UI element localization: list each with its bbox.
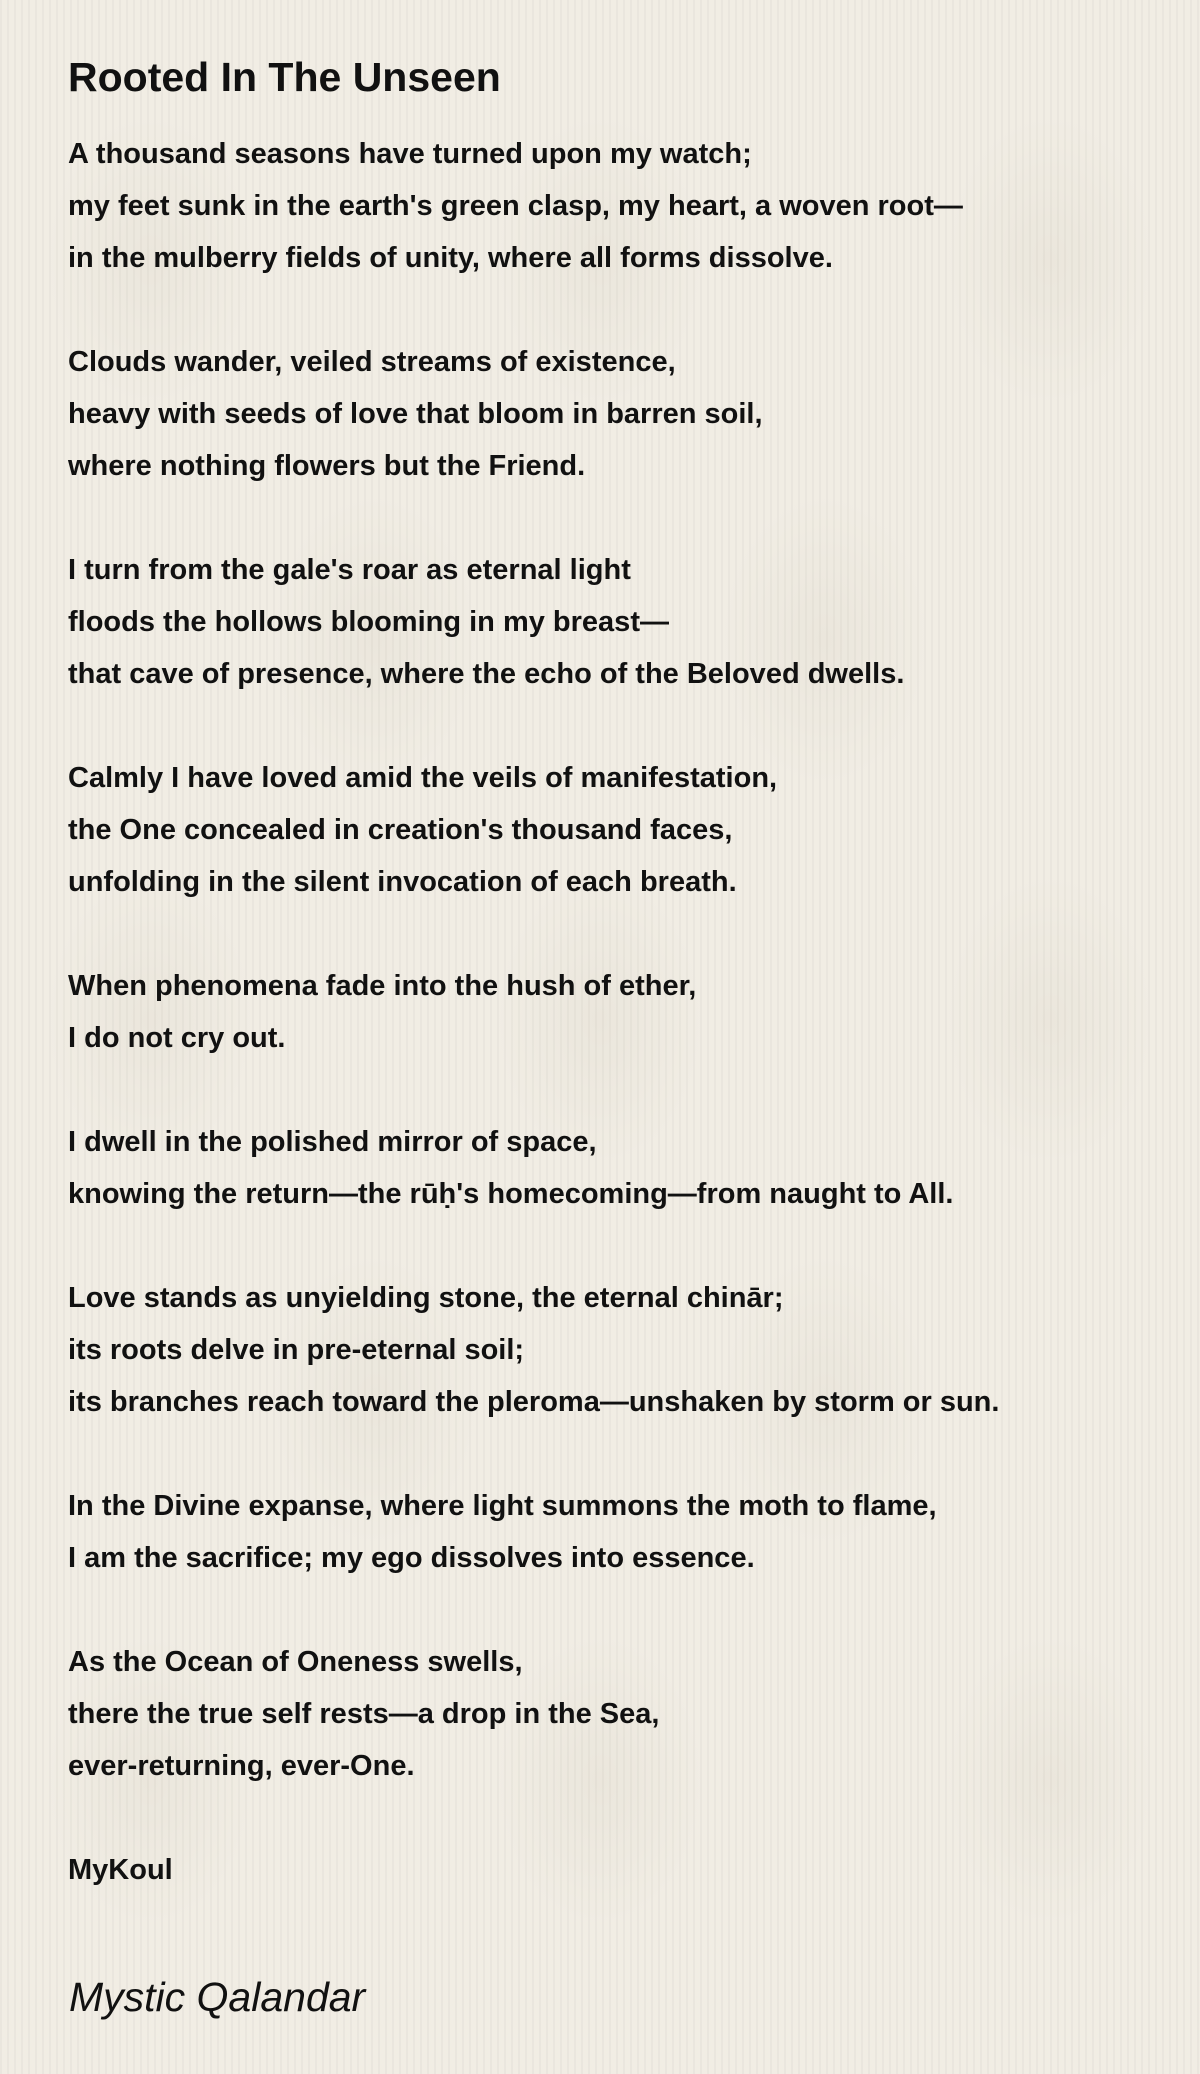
poem-line: Love stands as unyielding stone, the eternal chinār;: [68, 1282, 784, 1314]
poem-line: Clouds wander, veiled streams of existence,: [68, 346, 676, 378]
stanza: [68, 1636, 1178, 1792]
poem-body: [68, 128, 1178, 1896]
poem-title: Rooted In The Unseen: [68, 54, 501, 100]
stanza: [68, 1272, 1178, 1428]
poem-line: floods the hollows blooming in my breast—: [68, 606, 669, 638]
stanza: [68, 960, 1178, 1064]
poem-container: [68, 52, 1178, 1896]
stanza-gap: [68, 1428, 1178, 1480]
poem-line: its branches reach toward the pleroma—unshaken by storm or sun.: [68, 1386, 1000, 1418]
stanza: [68, 544, 1178, 700]
poem-line: knowing the return—the rūḥ's homecoming—from naught to All.: [68, 1178, 954, 1210]
stanza: [68, 336, 1178, 492]
poem-line: As the Ocean of Oneness swells,: [68, 1646, 523, 1678]
poem-line: its roots delve in pre-eternal soil;: [68, 1334, 525, 1366]
poem-line: A thousand seasons have turned upon my watch;: [68, 138, 752, 170]
stanza: [68, 1480, 1178, 1584]
poem-line: unfolding in the silent invocation of each breath.: [68, 866, 737, 898]
stanza-gap: [68, 1064, 1178, 1116]
poem-line: heavy with seeds of love that bloom in barren soil,: [68, 398, 763, 430]
poem-line: the One concealed in creation's thousand faces,: [68, 814, 733, 846]
stanza-gap: [68, 492, 1178, 544]
poem-line: When phenomena fade into the hush of ether,: [68, 970, 697, 1002]
stanza-gap: [68, 700, 1178, 752]
poem-line: I turn from the gale's roar as eternal light: [68, 554, 631, 586]
poem-line: ever-returning, ever-One.: [68, 1750, 415, 1782]
stanza-gap: [68, 1584, 1178, 1636]
poem-line: In the Divine expanse, where light summons the moth to flame,: [68, 1490, 937, 1522]
poem-line: there the true self rests—a drop in the Sea,: [68, 1698, 660, 1730]
stanza: [68, 128, 1178, 284]
stanza-gap: [68, 1792, 1178, 1844]
stanza: [68, 1116, 1178, 1220]
signature-logo: Mystic Qalandar: [69, 1974, 366, 2020]
poem-author: MyKoul: [68, 1854, 173, 1886]
poem-line: I am the sacrifice; my ego dissolves into essence.: [68, 1542, 755, 1574]
poem-line: Calmly I have loved amid the veils of manifestation,: [68, 762, 778, 794]
stanza-gap: [68, 908, 1178, 960]
stanza-gap: [68, 284, 1178, 336]
poem-line: that cave of presence, where the echo of the Beloved dwells.: [68, 658, 905, 690]
poem-line: I dwell in the polished mirror of space,: [68, 1126, 597, 1158]
stanza: [68, 752, 1178, 908]
poem-line: my feet sunk in the earth's green clasp, my heart, a woven root—: [68, 190, 963, 222]
poem-line: where nothing flowers but the Friend.: [68, 450, 586, 482]
stanza-gap: [68, 1220, 1178, 1272]
poem-line: in the mulberry fields of unity, where all forms dissolve.: [68, 242, 833, 274]
poem-line: I do not cry out.: [68, 1022, 286, 1054]
